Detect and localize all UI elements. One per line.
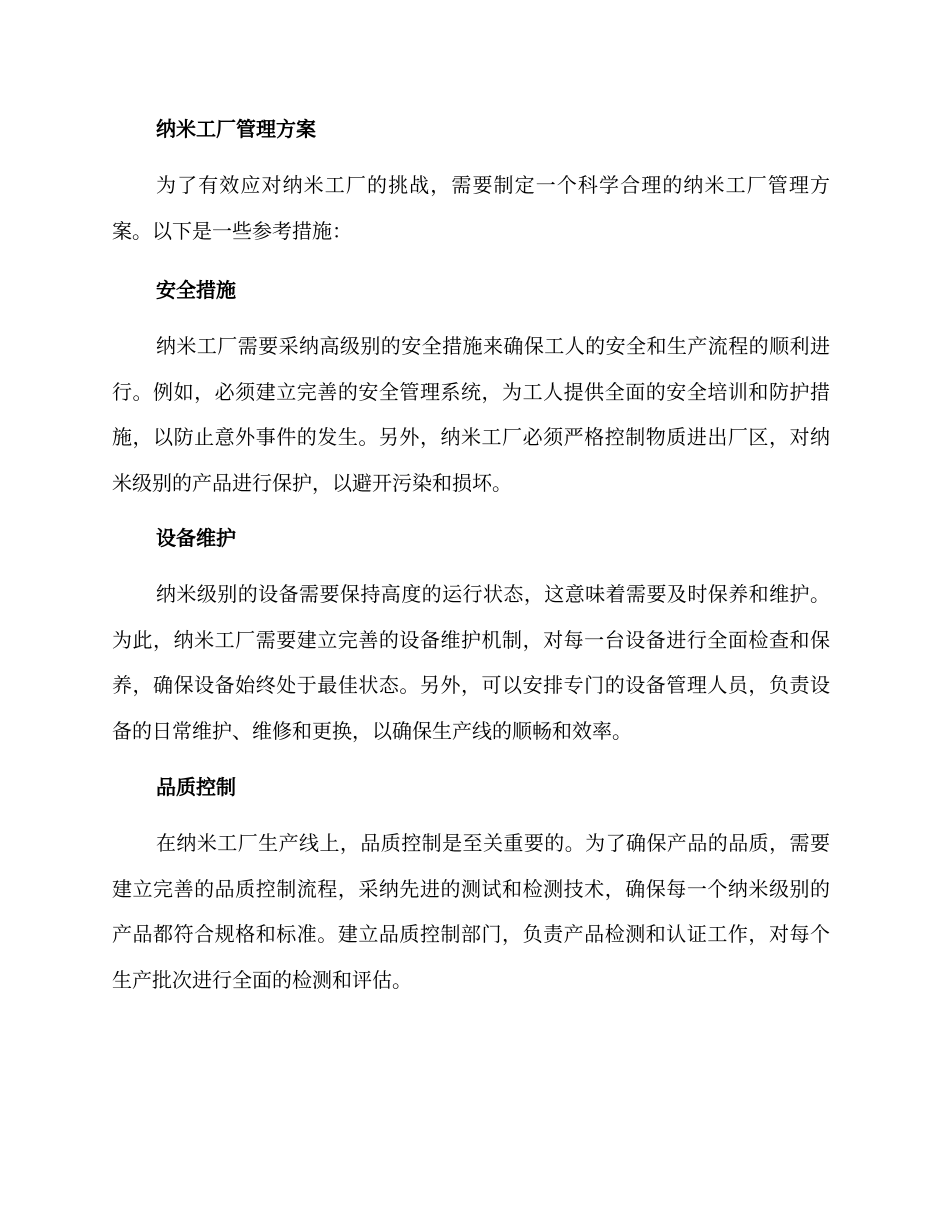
section-heading-safety: 安全措施 (156, 278, 236, 302)
section-heading-equipment: 设备维护 (156, 526, 236, 550)
section-heading-quality: 品质控制 (156, 775, 236, 799)
section-heading-management-plan: 纳米工厂管理方案 (156, 117, 316, 141)
section-paragraph-safety: 纳米工厂需要采纳高级别的安全措施来确保工人的安全和生产流程的顺利进行。例如，必须建立完善的安全管理系统，为工人提供全面的安全培训和防护措施，以防止意外事件的发生。另外，纳米工厂必须严格控制物质进出厂区，对纳米级别的产品进行保护，以避开污染和损坏。 (112, 334, 830, 495)
section-paragraph-management-plan: 为了有效应对纳米工厂的挑战，需要制定一个科学合理的纳米工厂管理方案。以下是一些参考措施： (112, 173, 830, 243)
section-paragraph-equipment: 纳米级别的设备需要保持高度的运行状态，这意味着需要及时保养和维护。为此，纳米工厂需要建立完善的设备维护机制，对每一台设备进行全面检查和保养，确保设备始终处于最佳状态。另外，可以安排专门的设备管理人员，负责设备的日常维护、维修和更换，以确保生产线的顺畅和效率。 (112, 582, 830, 743)
section-paragraph-quality: 在纳米工厂生产线上，品质控制是至关重要的。为了确保产品的品质，需要建立完善的品质控制流程，采纳先进的测试和检测技术，确保每一个纳米级别的产品都符合规格和标准。建立品质控制部门，负责产品检测和认证工作，对每个生产批次进行全面的检测和评估。 (112, 831, 830, 992)
